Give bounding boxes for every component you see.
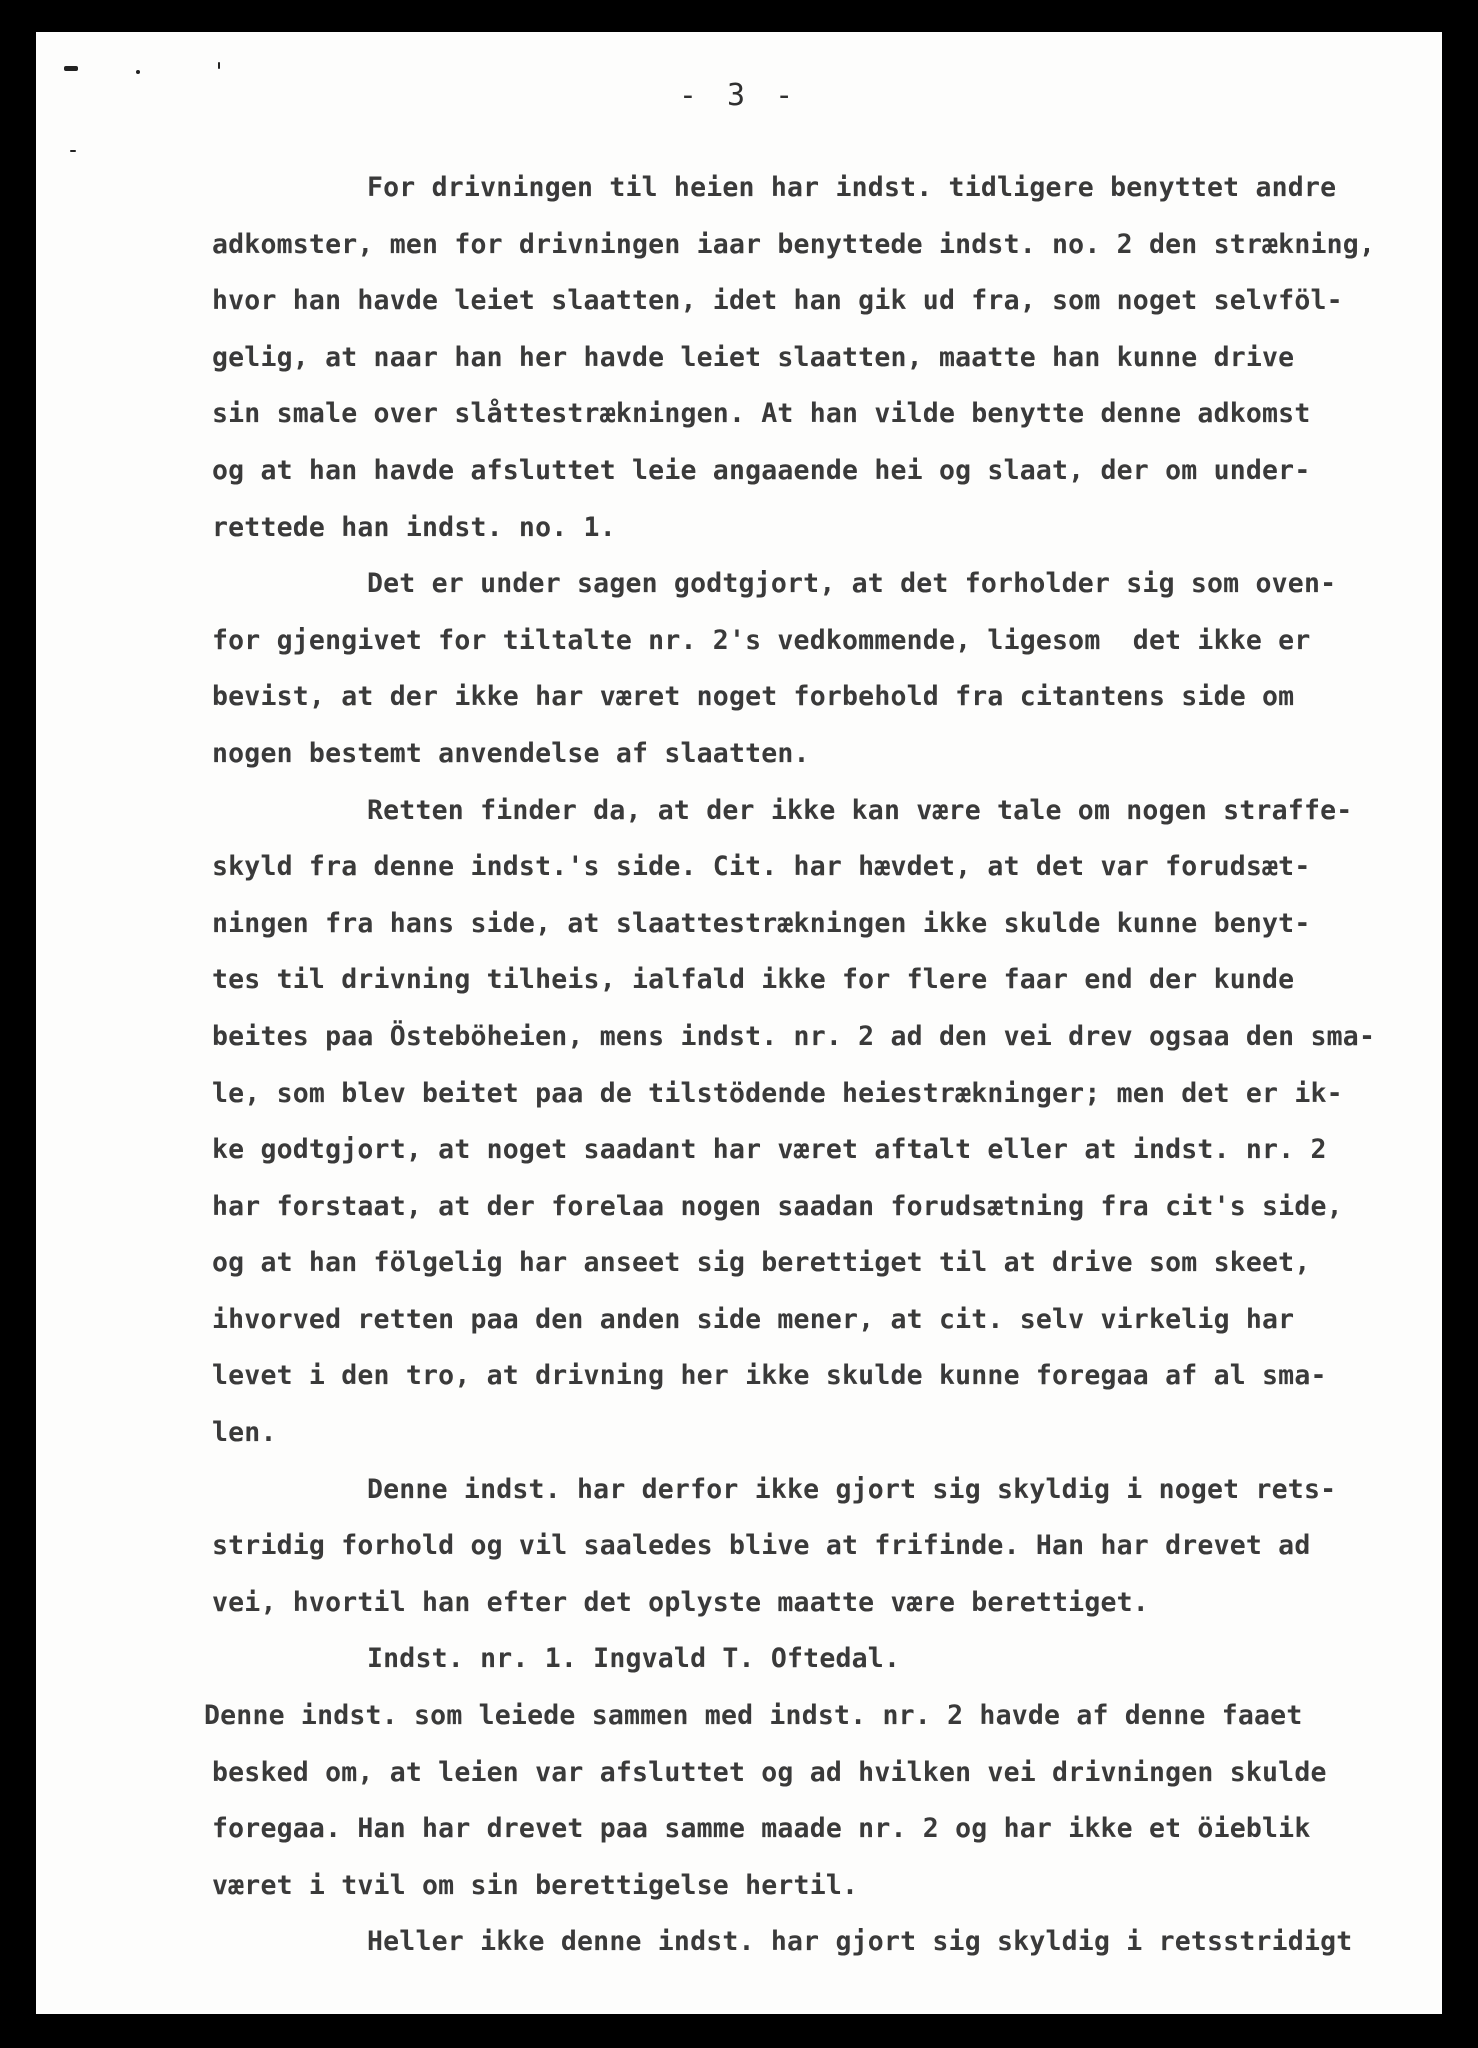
text-line: har forstaat, at der forelaa nogen saadan forudsætning fra cit's side, [212,1190,1343,1222]
text-line: foregaa. Han har drevet paa samme maade nr. 2 og har ikke et öieblik [212,1813,1311,1845]
text-line: tes til drivning tilheis, ialfald ikke for flere faar end der kunde [212,964,1295,996]
text-line: og at han fölgelig har anseet sig berettiget til at drive som skeet, [212,1247,1311,1279]
text-line: Denne indst. har derfor ikke gjort sig skyldig i noget rets- [367,1473,1337,1505]
text-line: Indst. nr. 1. Ingvald T. Oftedal. [367,1643,901,1675]
margin-mark [218,62,220,69]
document-page [36,32,1442,2014]
text-line: vei, hvortil han efter det oplyste maatte være berettiget. [212,1586,1149,1618]
margin-mark [136,70,140,74]
text-line: le, som blev beitet paa de tilstödende heiestrækninger; men det er ik- [212,1077,1343,1109]
text-line: len. [212,1417,277,1449]
text-line: rettede han indst. no. 1. [212,511,616,543]
text-line: gelig, at naar han her havde leiet slaatten, maatte han kunne drive [212,341,1295,373]
text-line: været i tvil om sin berettigelse hertil. [212,1869,859,1901]
margin-mark [70,150,76,152]
text-line: for gjengivet for tiltalte nr. 2's vedkommende, ligesom det ikke er [212,624,1311,656]
text-line: beites paa Östeböheien, mens indst. nr. 2 ad den vei drev ogsaa den sma- [212,1020,1376,1052]
text-line: stridig forhold og vil saaledes blive at frifinde. Han har drevet ad [212,1530,1311,1562]
text-line: og at han havde afsluttet leie angaaende hei og slaat, der om under- [212,454,1311,486]
text-line: ningen fra hans side, at slaattestrækningen ikke skulde kunne benyt- [212,907,1311,939]
text-line: levet i den tro, at drivning her ikke skulde kunne foregaa af al sma- [212,1360,1327,1392]
text-line: ke godtgjort, at noget saadant har været aftalt eller at indst. nr. 2 [212,1134,1327,1166]
text-line: Heller ikke denne indst. har gjort sig skyldig i retsstridigt [367,1926,1353,1958]
text-line: Denne indst. som leiede sammen med indst. nr. 2 havde af denne faaet [204,1700,1303,1732]
text-line: Det er under sagen godtgjort, at det forholder sig som oven- [367,568,1337,600]
page-number: - 3 - [678,78,800,113]
text-line: For drivningen til heien har indst. tidligere benyttet andre [367,172,1337,203]
text-line: besked om, at leien var afsluttet og ad hvilken vei drivningen skulde [212,1756,1327,1788]
margin-mark [64,66,78,71]
text-line: adkomster, men for drivningen iaar benyttede indst. no. 2 den strækning, [212,228,1376,260]
text-line: ihvorved retten paa den anden side mener, at cit. selv virkelig har [212,1303,1295,1335]
text-line: nogen bestemt anvendelse af slaatten. [212,737,810,769]
text-line: bevist, at der ikke har været noget forbehold fra citantens side om [212,681,1295,713]
document-body [204,160,1402,1971]
text-line: hvor han havde leiet slaatten, idet han gik ud fra, som noget selvföl- [212,285,1343,317]
text-line: skyld fra denne indst.'s side. Cit. har hævdet, at det var forudsæt- [212,851,1311,883]
text-line: Retten finder da, at der ikke kan være tale om nogen straffe- [367,794,1353,826]
text-line: sin smale over slåttestrækningen. At han vilde benytte denne adkomst [212,398,1311,430]
